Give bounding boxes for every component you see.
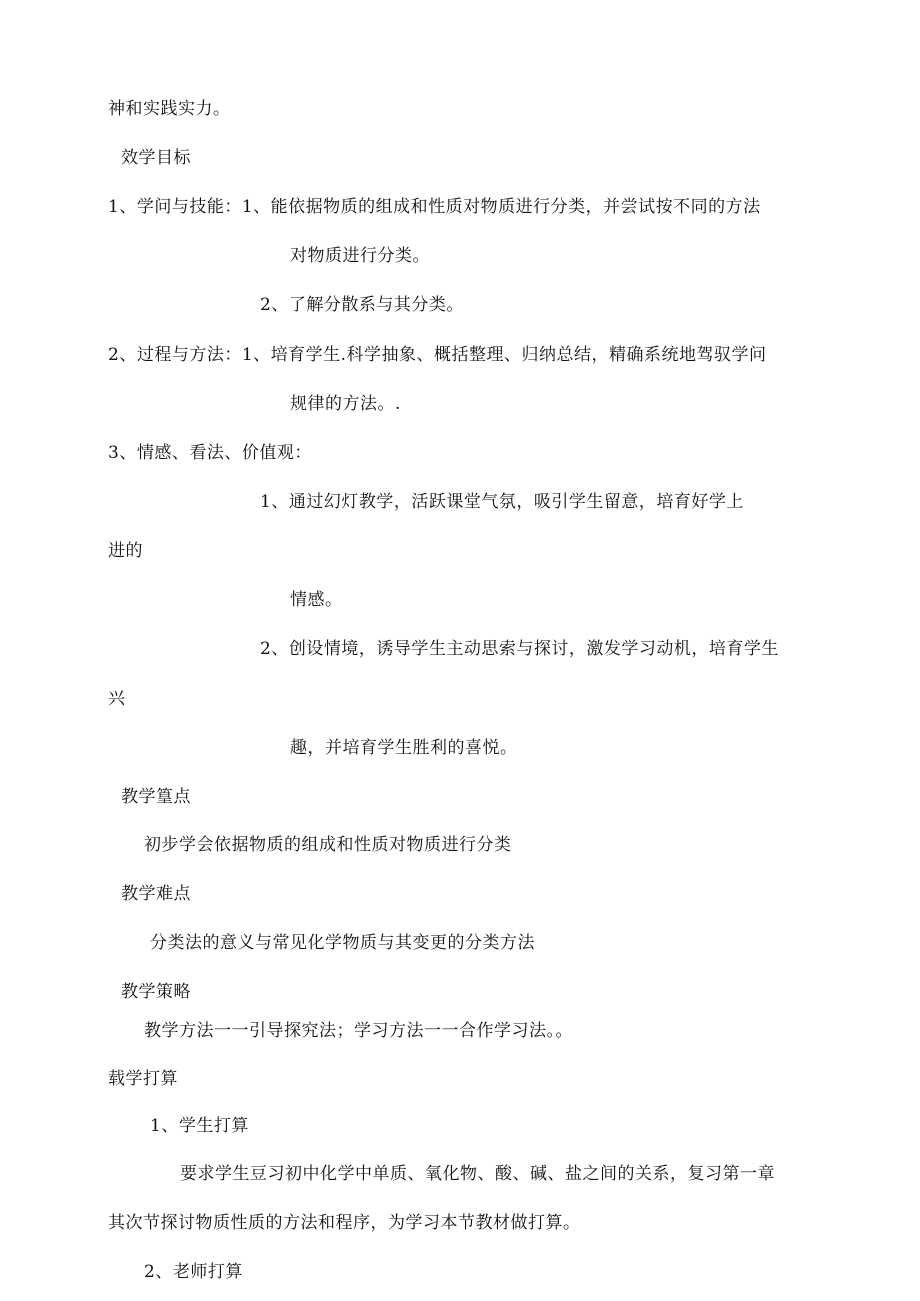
objective-emotion-2: 2、创设情境，诱导学生主动思索与探讨，激发学习动机，培育学生	[260, 639, 779, 659]
objective-knowledge-1-cont: 对物质进行分类。	[290, 246, 430, 266]
objective-emotion-1-cont: 情感。	[290, 590, 343, 610]
objective-knowledge-2: 2、了解分散系与其分类。	[260, 295, 464, 315]
key-points-text: 初步学会依据物质的组成和性质对物质进行分类	[144, 835, 512, 855]
section-heading-objectives: 效学目标	[121, 148, 191, 168]
section-heading-key-points: 教学篁点	[121, 787, 191, 807]
difficulties-text: 分类法的意义与常见化学物质与其变更的分类方法	[150, 933, 535, 953]
objective-emotion-2-cont: 趣，并培育学生胜利的喜悦。	[290, 738, 518, 758]
preparation-teacher-heading: 2、老师打算	[144, 1262, 243, 1282]
preparation-student-text-cont: 其次节探讨物质性质的方法和程序，为学习本节教材做打算。	[108, 1213, 581, 1233]
strategy-text: 教学方法一一引导探究法；学习方法一一合作学习法。。	[144, 1021, 573, 1041]
objective-emotion-1: 1、通过幻灯教学，活跃课堂气氛，吸引学生留意，培育好学上	[260, 492, 744, 512]
text-line-1: 神和实践实力。	[108, 99, 231, 119]
section-heading-strategy: 教学策略	[121, 982, 191, 1002]
objective-knowledge-1: 1、学问与技能：1、能依据物质的组成和性质对物质进行分类，并尝试按不同的方法	[108, 197, 761, 217]
preparation-student-text: 要求学生豆习初中化学中单质、氧化物、酸、碱、盐之间的关系，复习第一章	[180, 1164, 775, 1184]
objective-emotion-1-wrap: 进的	[108, 541, 143, 561]
objective-process-1-cont: 规律的方法。.	[290, 394, 401, 414]
objective-emotion-heading: 3、情感、看法、价值观：	[108, 443, 312, 463]
preparation-student-heading: 1、学生打算	[150, 1116, 249, 1136]
objective-process-1: 2、过程与方法：1、培育学生.科学抽象、概括整理、归纳总结，精确系统地驾驭学问	[108, 345, 767, 365]
objective-emotion-2-wrap: 兴	[108, 689, 126, 709]
section-heading-difficulties: 教学难点	[121, 884, 191, 904]
section-heading-preparation: 载学打算	[108, 1069, 178, 1089]
